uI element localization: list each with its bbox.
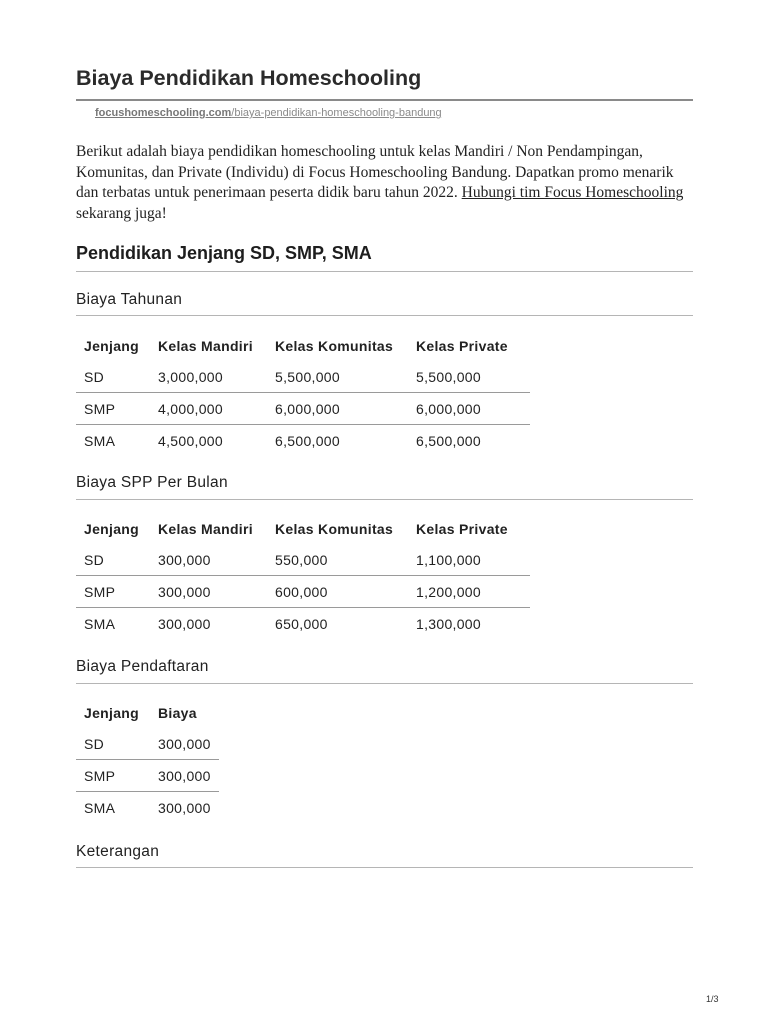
table-header-row	[76, 330, 530, 361]
section-heading: Pendidikan Jenjang SD, SMP, SMA	[76, 243, 372, 263]
column-header: Biaya	[158, 704, 197, 721]
table-cell: 4,500,000	[150, 425, 267, 457]
section-divider	[76, 271, 693, 272]
page-title: Biaya Pendidikan Homeschooling	[76, 66, 422, 90]
table-cell: SMP	[76, 760, 150, 792]
table-row	[76, 608, 530, 640]
monthly-fee-heading: Biaya SPP Per Bulan	[76, 474, 228, 491]
table-cell: SMP	[76, 393, 150, 425]
table-cell: 550,000	[275, 551, 328, 568]
column-header: Jenjang	[84, 520, 140, 537]
table-cell: 1,300,000	[408, 608, 530, 640]
table-cell: 6,500,000	[267, 425, 408, 457]
table-cell: 300,000	[150, 792, 219, 824]
registration-fee-table	[76, 697, 219, 823]
table-cell: SD	[84, 735, 105, 752]
intro-text: Berikut adalah biaya pendidikan homeschooling untuk kelas Mandiri / Non Pendampingan, Komunitas, dan Private (Individu) di Focus Homeschooling Bandung. Dapatkan promo menarik dan terbatas untuk penerimaan peserta didik baru tahun 2022.	[76, 143, 674, 201]
table-row	[76, 361, 530, 393]
page-number: 1/3	[706, 994, 719, 1004]
table-row	[76, 393, 530, 425]
table-cell: SD	[84, 368, 105, 385]
title-divider	[76, 99, 693, 101]
intro-trailing-text: sekarang juga!	[76, 204, 167, 222]
table-row	[76, 792, 219, 824]
annual-fee-heading: Biaya Tahunan	[76, 291, 183, 308]
monthly-fee-table	[76, 513, 530, 639]
table-cell: 300,000	[150, 608, 267, 640]
table-row	[76, 728, 219, 760]
table-cell: 300,000	[158, 735, 211, 752]
notes-heading: Keterangan	[76, 843, 160, 860]
table-row	[76, 425, 530, 457]
annual-fee-table	[76, 330, 530, 456]
column-header: Jenjang	[84, 337, 140, 354]
source-domain[interactable]: focushomeschooling.com	[95, 107, 232, 119]
table-row	[76, 760, 219, 792]
source-url[interactable]	[95, 107, 442, 119]
table-cell: 5,500,000	[416, 368, 481, 385]
table-cell: 1,200,000	[408, 576, 530, 608]
column-header: Kelas Komunitas	[275, 337, 394, 354]
table-cell: 6,000,000	[267, 393, 408, 425]
table-cell: 1,100,000	[416, 551, 481, 568]
column-header: Jenjang	[84, 704, 140, 721]
registration-fee-divider	[76, 683, 693, 684]
annual-fee-divider	[76, 315, 693, 316]
table-cell: 4,000,000	[150, 393, 267, 425]
table-cell: 600,000	[267, 576, 408, 608]
table-cell: SMA	[76, 792, 150, 824]
table-cell: 300,000	[158, 551, 211, 568]
table-cell: SMP	[76, 576, 150, 608]
table-cell: 3,000,000	[158, 368, 223, 385]
monthly-fee-divider	[76, 499, 693, 500]
table-cell: 650,000	[267, 608, 408, 640]
table-cell: SMA	[76, 425, 150, 457]
column-header: Kelas Mandiri	[158, 337, 253, 354]
table-row	[76, 544, 530, 576]
registration-fee-heading: Biaya Pendaftaran	[76, 658, 209, 675]
source-path[interactable]: /biaya-pendidikan-homeschooling-bandung	[231, 107, 442, 119]
table-cell: 300,000	[150, 760, 219, 792]
table-cell: SD	[84, 551, 105, 568]
table-cell: SMA	[76, 608, 150, 640]
notes-divider	[76, 867, 693, 868]
column-header: Kelas Komunitas	[275, 520, 394, 537]
contact-link[interactable]: Hubungi tim Focus Homeschooling	[461, 184, 684, 201]
column-header: Kelas Private	[416, 520, 508, 537]
table-row	[76, 576, 530, 608]
table-cell: 6,500,000	[408, 425, 530, 457]
intro-paragraph	[76, 142, 696, 224]
table-cell: 6,000,000	[408, 393, 530, 425]
table-cell: 5,500,000	[275, 368, 340, 385]
table-cell: 300,000	[150, 576, 267, 608]
column-header: Kelas Mandiri	[158, 520, 253, 537]
table-header-row	[76, 513, 530, 544]
column-header: Kelas Private	[416, 337, 508, 354]
table-header-row	[76, 697, 219, 728]
